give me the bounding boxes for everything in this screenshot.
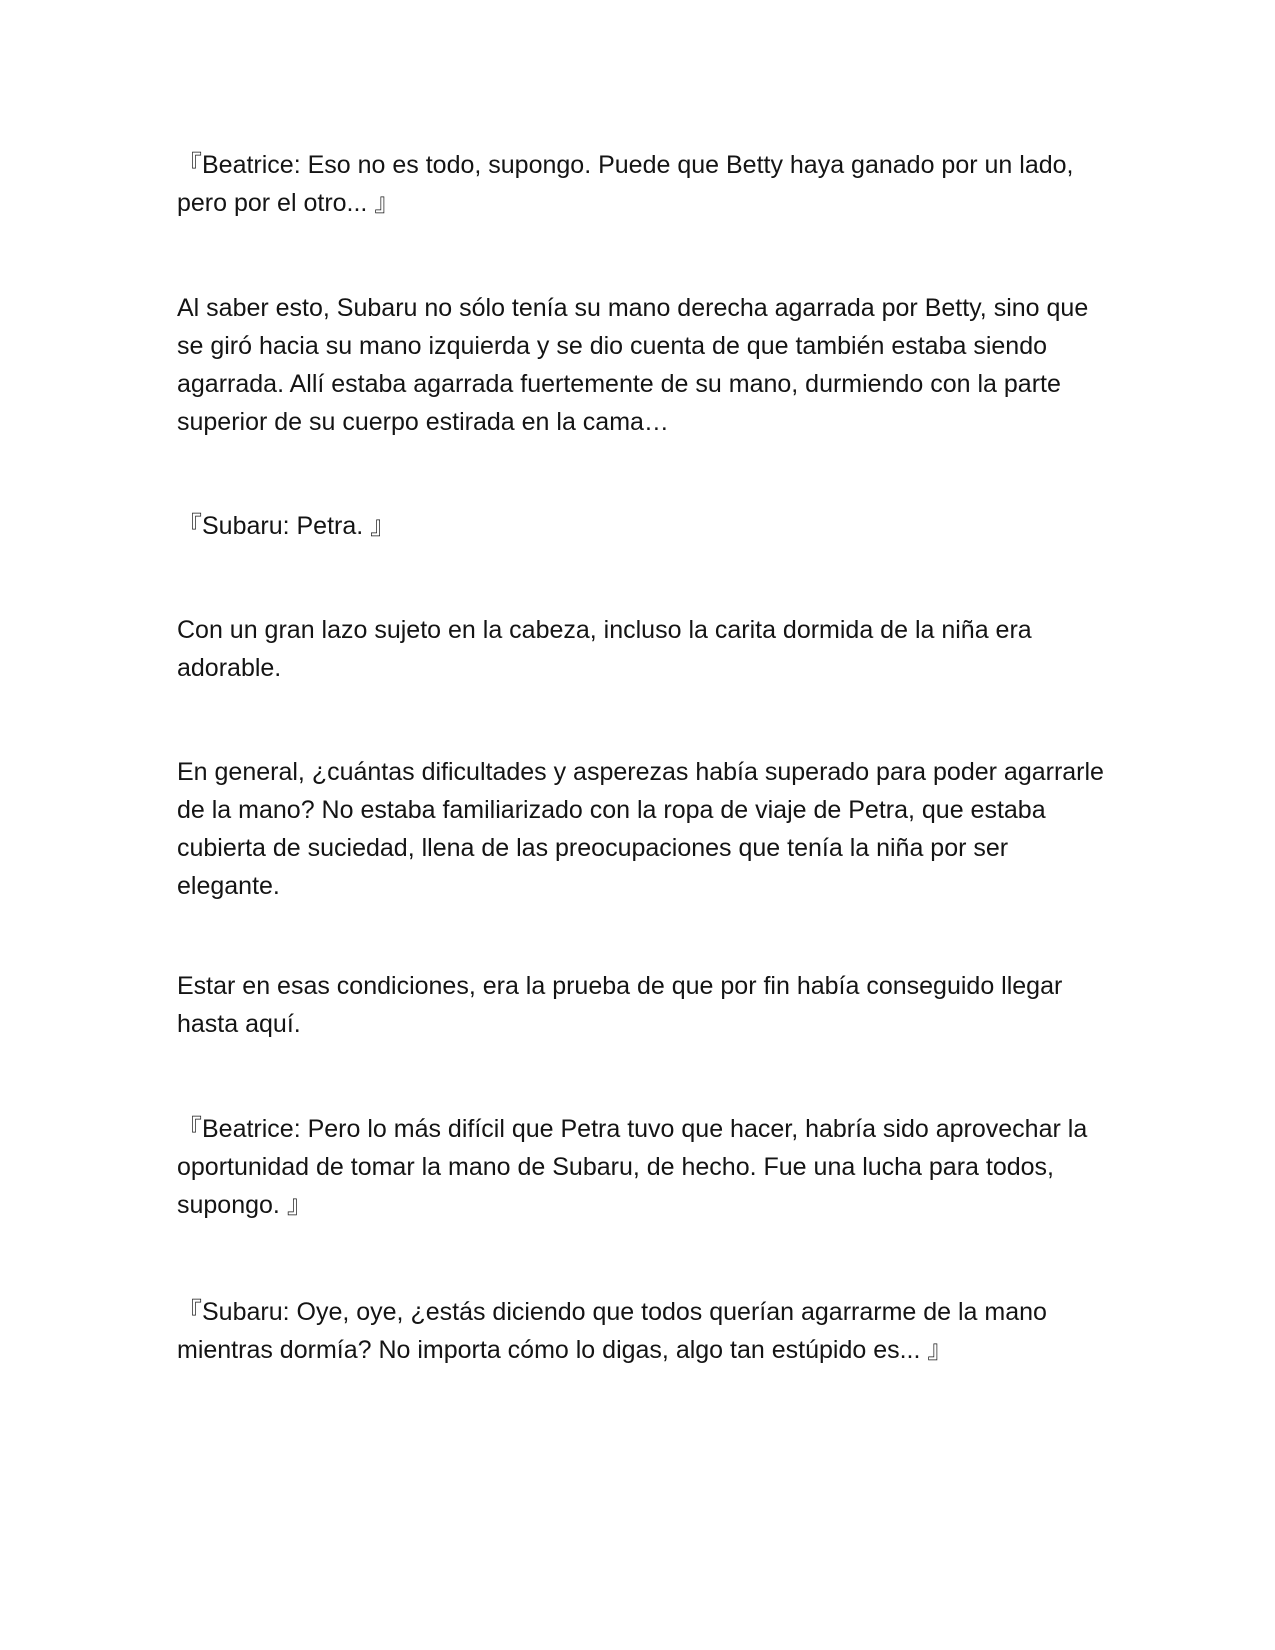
narration-paragraph-2: Con un gran lazo sujeto en la cabeza, incluso la carita dormida de la niña era adorable.: [177, 616, 1032, 682]
narration-paragraph-4: Estar en esas condiciones, era la prueba de que por fin había conseguido llegar hasta aquí.: [177, 972, 1063, 1038]
dialogue-beatrice-1: 『Beatrice: Eso no es todo, supongo. Puede que Betty haya ganado por un lado, pero por el otro... 』: [177, 151, 1074, 217]
dialogue-subaru-1: 『Subaru: Petra. 』: [177, 512, 396, 540]
dialogue-subaru-2: 『Subaru: Oye, oye, ¿estás diciendo que todos querían agarrarme de la mano mientras dormía? No importa cómo lo digas, algo tan estúpido es... 』: [177, 1298, 1047, 1364]
narration-paragraph-3: En general, ¿cuántas dificultades y asperezas había superado para poder agarrarle de la mano? No estaba familiarizado con la ropa de viaje de Petra, que estaba cubierta de suciedad, llena de las preocupaciones que tenía la niña por ser elegante.: [177, 758, 1104, 900]
narration-paragraph-1: Al saber esto, Subaru no sólo tenía su mano derecha agarrada por Betty, sino que se giró hacia su mano izquierda y se dio cuenta de que también estaba siendo agarrada. Allí estaba agarrada fuertemente de su mano, durmiendo con la parte superior de su cuerpo estirada en la cama…: [177, 294, 1089, 436]
dialogue-beatrice-2: 『Beatrice: Pero lo más difícil que Petra tuvo que hacer, habría sido aprovechar la oportunidad de tomar la mano de Subaru, de hecho. Fue una lucha para todos, supongo. 』: [177, 1115, 1088, 1219]
